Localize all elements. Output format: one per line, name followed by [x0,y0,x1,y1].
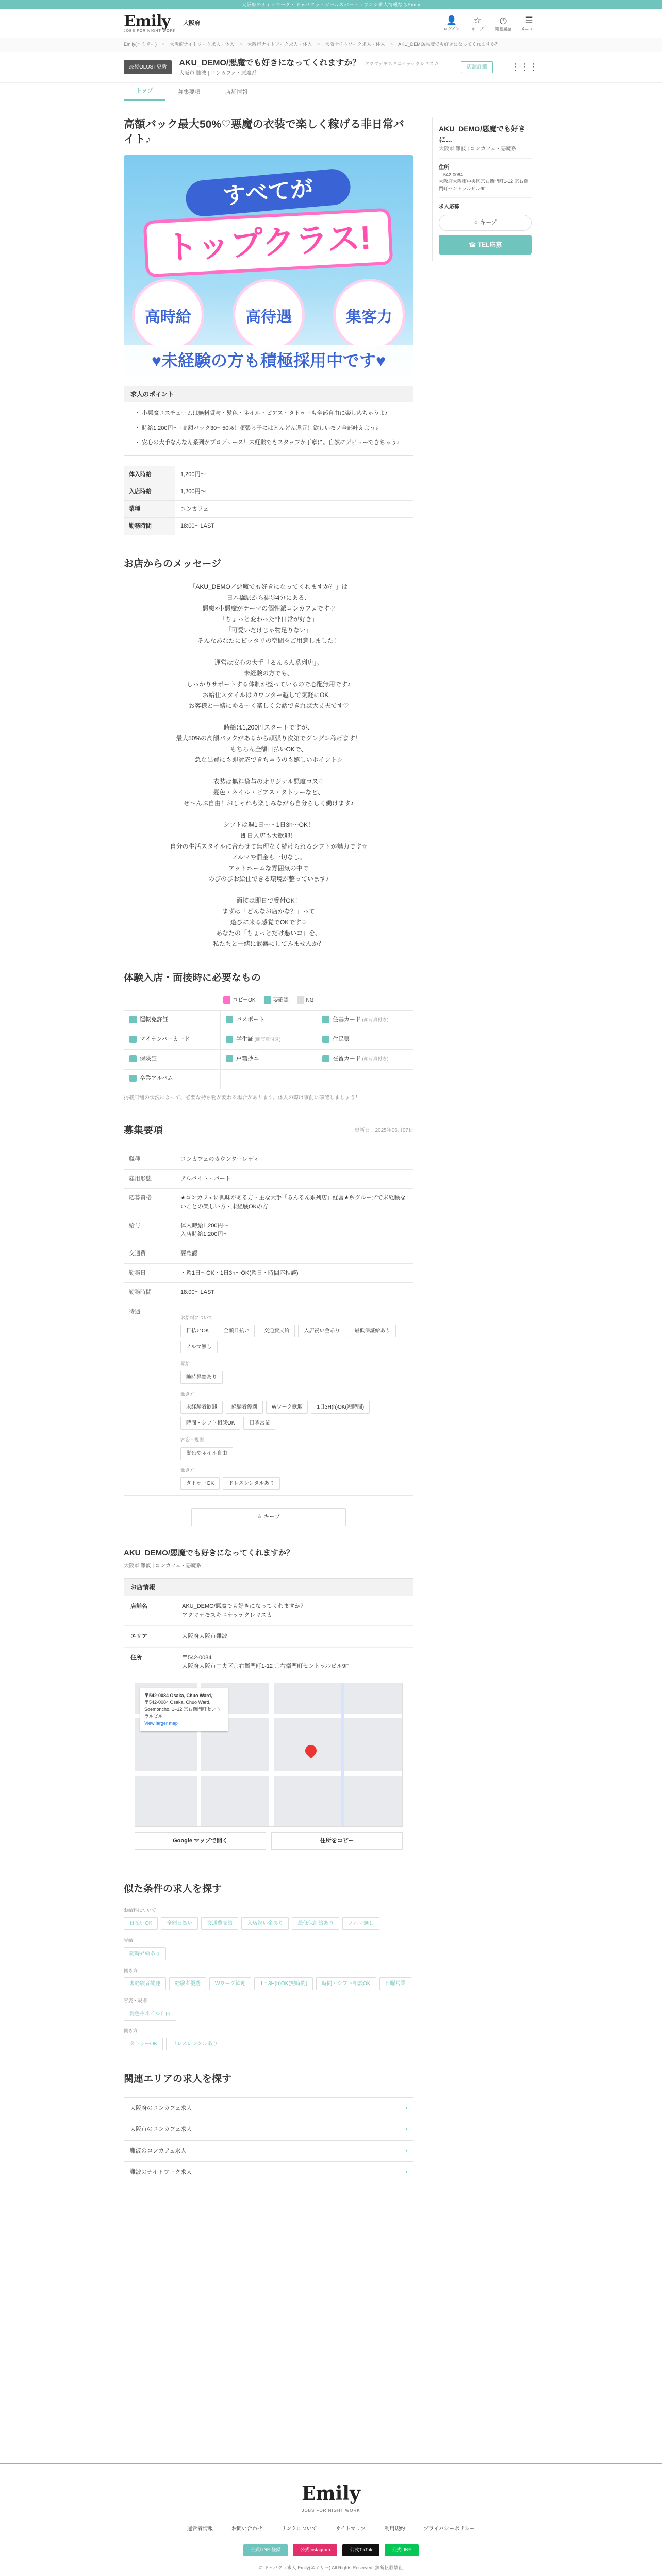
job-points-heading: 求人のポイント [124,386,413,402]
condition-tag[interactable]: 時間・シフト相談OK [316,1977,376,1990]
history-button[interactable] [494,15,512,32]
site-footer [0,2463,662,2571]
condition-tag[interactable]: 髪色やネイル自由 [180,1447,233,1460]
related-link[interactable] [124,2162,413,2183]
summary-value: 1,200円〜 [175,466,413,483]
related-label: 大阪府のコンカフェ求人 [130,2105,192,2111]
recruit-row [124,1150,413,1169]
google-map[interactable] [135,1683,403,1827]
tag-group [124,1917,413,1930]
related-heading: 関連エリアの求人を探す [124,2074,232,2085]
keep-button[interactable]: ☆ キープ [191,1508,346,1526]
related-link[interactable] [124,2141,413,2162]
related-link[interactable] [124,2098,413,2120]
tag-group-label: 働き方 [180,1467,195,1473]
requirements-legend [124,996,413,1004]
footer-link[interactable]: プライバシーポリシー [423,2526,475,2532]
similar-heading: 似た条件の求人を探す [124,1884,222,1895]
shopinfo-key: 店舗名 [124,1596,176,1626]
recruit-row [124,1216,413,1244]
condition-tag[interactable]: 時間・シフト相談OK [180,1417,240,1430]
recruit-row [124,1244,413,1264]
condition-tag[interactable]: 最低保証給あり [292,1917,339,1930]
site-header [0,9,662,38]
requirement-label: 住民票 [333,1036,350,1042]
shop-info-heading: お店情報 [124,1579,413,1596]
condition-tag[interactable]: 入店祝い金あり [298,1325,345,1337]
star-icon-label: キープ [471,26,484,31]
tag-group [180,1401,408,1430]
shopinfo-value: AKU_DEMO/悪魔でも好きになってくれますか？ アクマデモスキニナッテクレマスカ [176,1596,413,1626]
condition-tag[interactable]: 交通費支給 [201,1917,238,1930]
banner-main-text: トップクラス! [143,208,393,278]
sidebar-shop-sub: 大阪市 難波 | コンカフェ・悪魔系 [439,146,517,152]
recruit-key: 勤務時間 [124,1283,175,1302]
recruit-table [124,1150,413,1302]
check-icon [226,1036,233,1043]
star-icon: ☆ [473,15,482,25]
recruit-value: ★コンカフェに興味がある方・主な大手「るんるん系列店」経営★系グループで未経験ないことの楽しい方・未経験OKの方 [175,1189,413,1216]
sidebar-keep-button[interactable]: ☆ キープ [439,215,532,231]
related-label: 大阪市のコンカフェ求人 [130,2126,192,2133]
sidebar-tel-apply-button[interactable]: ☎ TEL応募 [439,235,532,255]
recruit-row [124,1189,413,1216]
message-heading: お店からのメッセージ [124,558,221,569]
requirement-note: (顔写真付き) [361,1016,389,1022]
shopinfo-value: 大阪府大阪市難波 [176,1626,413,1648]
tag-group [124,1977,413,1990]
tag-group-label: 働き方 [124,1968,138,1973]
condition-tag[interactable]: 随時昇給あり [180,1371,223,1384]
shopinfo-subtitle: 大阪市 難波 | コンカフェ・悪魔系 [124,1563,202,1569]
related-label: 難波のナイトワーク求人 [130,2169,192,2176]
user-icon-label: ログイン [443,26,460,31]
sidebar-address: 〒542-0084 大阪府大阪市中央区宗右衛門町1-12 宗右衛門町セントラルビル9F [439,172,528,191]
shop-info-box [124,1578,413,1860]
tab-0[interactable]: トップ [124,82,166,101]
requirement-label: 在留カード [333,1055,361,1062]
summary-value: コンカフェ [175,500,413,518]
condition-tag[interactable]: Wワーク歓迎 [266,1401,308,1414]
requirement-label: 住基カード [333,1016,361,1023]
star-icon: ☆ [473,219,481,226]
check-icon [322,1036,329,1043]
site-logo[interactable]: Emily JOBS FOR NIGHT WORK [124,12,176,33]
condition-tag[interactable]: 1日3H(h)OK(短時間) [311,1401,370,1414]
related-label: 難波のコンカフェ求人 [130,2147,187,2154]
recruit-value: 体入時給1,200円〜 入店時給1,200円〜 [175,1216,413,1244]
requirement-item [124,1011,221,1030]
shop-subtitle: 大阪市 難波 | コンカフェ・悪魔系 [179,70,257,76]
condition-tag[interactable]: 日曜営業 [379,1977,411,1990]
condition-tag[interactable]: 全額日払い [218,1325,255,1337]
requirement-label: 戸籍抄本 [236,1055,259,1062]
tag-group [180,1477,408,1490]
recruit-row [124,1283,413,1302]
condition-tag[interactable]: 交通費支給 [258,1325,295,1337]
requirement-item [124,1030,221,1050]
job-banner-image [124,155,413,377]
current-area[interactable]: 大阪府 [183,20,201,27]
requirement-item [317,1011,413,1030]
summary-key: 入店時給 [124,483,175,501]
shopinfo-row [124,1626,413,1648]
breadcrumb-item[interactable]: 大阪府ナイトワーク求人・体入 [170,42,235,47]
legend-ng: NG [297,996,314,1004]
banner-circle-1: 高時給 [132,279,204,351]
requirement-label: パスポート [236,1016,264,1023]
recruit-value: ・週1日〜OK・1日3h〜OK(週日・時間応相談) [175,1263,413,1283]
map-card: 〒542-0084 Osaka, Chuo Ward, 〒542-0084 Osaka, Chuo Ward, Soemoncho, 1−12 宗右衛門町セントラルビル View larger map [140,1688,228,1732]
condition-tag[interactable]: 未経験者歓迎 [124,1977,166,1990]
recruit-heading: 募集要項 [124,1125,163,1136]
condition-tag[interactable]: 随時昇給あり [124,1947,166,1960]
tag-group-label: 容姿・規則 [124,1998,147,2004]
condition-tag[interactable]: 全額日払い [161,1917,198,1930]
condition-tag[interactable]: ドレスレンタルあり [223,1477,280,1490]
tag-group [180,1371,408,1384]
requirements-grid [124,1010,413,1089]
shopinfo-row [124,1596,413,1626]
recruit-key: 交通費 [124,1244,175,1264]
tag-group-label: 昇給 [124,1938,134,1943]
check-icon [129,1036,137,1043]
history-icon-label: 閲覧履歴 [495,26,511,31]
summary-row [124,466,413,483]
condition-tag[interactable]: 最低保証給あり [349,1325,396,1337]
tag-group-label: 働き方 [180,1391,195,1397]
shopinfo-row [124,1647,413,1677]
top-announcement-bar: 大阪府のナイトワーク・キャバクラ・ガールズバー・ラウンジ求人情報ならEmily [0,0,662,9]
footer-link[interactable]: 運営者情報 [187,2526,213,2532]
breadcrumb-separator: > [239,42,242,47]
job-point-item: ・ 小悪魔コスチュームは無料貸与・髪色・ネイル・ピアス・タトゥーも全部自由に楽しめちゃうよ♪ [135,406,403,421]
banner-circle-3: 集客力 [333,279,405,351]
sidebar-address-label: 住所 [439,164,449,171]
check-icon [129,1055,137,1062]
tag-group [124,1947,413,1960]
tag-group [180,1447,408,1460]
requirement-label: 卒業アルバム [140,1075,173,1081]
shopinfo-value: 〒542-0084 大阪府大阪市中央区宗右衛門町1-12 宗右衛門町セントラルビル9F [176,1647,413,1677]
update-date: 更新日：2025年06月07日 [354,1128,413,1134]
main-content [124,117,413,2183]
tag-group-label: 容姿・規則 [180,1437,204,1443]
tag-group-label: お給料について [124,1907,156,1913]
breadcrumb-separator: > [390,42,393,47]
shopinfo-title: AKU_DEMO/悪魔でも好きになってくれますか？ [124,1548,294,1557]
chevron-right-icon: › [405,2105,407,2111]
summary-key: 体入時給 [124,466,175,483]
breadcrumb [0,38,662,52]
chevron-right-icon: › [405,2147,407,2154]
recruit-key: 勤務日 [124,1263,175,1283]
sns-button[interactable]: 公式LINE [385,2544,419,2556]
tab-1[interactable]: 募集要項 [177,89,201,95]
summary-value: 18:00〜LAST [175,518,413,535]
summary-table [124,466,413,535]
footer-link[interactable]: 利用規約 [384,2526,405,2532]
recruit-key: 雇用形態 [124,1169,175,1189]
tab-2[interactable]: 店舗情報 [225,89,248,95]
summary-key: 勤務時間 [124,518,175,535]
menu-icon-label: メニュー [521,26,537,31]
recruit-value: 要確認 [175,1244,413,1264]
open-google-maps-button[interactable]: Google マップで開く [135,1832,266,1850]
recruit-row [124,1169,413,1189]
banner-top-text: すべてが [185,167,352,218]
tag-group [124,2008,413,2021]
condition-tag[interactable]: 日曜営業 [243,1417,275,1430]
job-points [124,386,413,456]
grid-menu-icon[interactable]: ⋮⋮⋮ [510,61,538,72]
similar-tags [124,1907,413,2051]
condition-tag[interactable]: ドレスレンタルあり [166,2038,223,2050]
requirement-item [317,1050,413,1070]
check-icon [226,1016,233,1023]
recruit-value: アルバイト・パート [175,1169,413,1189]
requirement-item [124,1050,221,1070]
sidebar-shop-name: AKU_DEMO/悪魔でも好きに... [439,124,526,144]
summary-row [124,500,413,518]
tag-group [124,2038,413,2050]
shop-header [0,52,662,83]
requirement-item [317,1030,413,1050]
condition-tag[interactable]: タトゥーOK [180,1477,220,1490]
legend-ok: コピーOK [223,996,255,1004]
requirement-label: 学生証 [236,1036,253,1042]
tag-group-label: お給料について [180,1315,213,1320]
star-button[interactable] [468,15,487,32]
copyright: © キャバクラ求人 Emily(エミリー) All Rights Reserved. 無断転載禁止 [259,2565,403,2570]
requirement-item [124,1070,221,1089]
requirement-item [221,1050,317,1070]
copy-address-button[interactable]: 住所をコピー [271,1832,403,1850]
condition-tag[interactable]: ノルマ無し [180,1341,218,1353]
job-point-item: ・ 時給1,200円〜+高額バック30〜50%！頑張る子にはどんどん還元！欲しいモノ全部叶えよう♪ [135,421,403,436]
condition-tag[interactable]: 髪色やネイル自由 [124,2008,176,2021]
requirement-label: 保険証 [140,1055,157,1062]
check-icon [322,1016,329,1023]
menu-icon: ☰ [525,15,533,25]
shopinfo-key: エリア [124,1626,176,1648]
condition-tag[interactable]: 日払いOK [180,1325,214,1337]
check-icon [226,1055,233,1062]
shop-reading: アクマデモスキニナッテクレマスカ [365,61,439,66]
condition-tag[interactable]: Wワーク歓迎 [209,1977,251,1990]
breadcrumb-item[interactable]: 大阪市ナイトワーク求人・体入 [247,42,312,47]
map-pin-icon [303,1742,319,1758]
summary-row [124,518,413,535]
condition-tag[interactable]: 未経験者歓迎 [180,1401,223,1414]
related-link[interactable] [124,2119,413,2141]
breadcrumb-separator: > [317,42,320,47]
recruit-value: 18:00〜LAST [175,1283,413,1302]
breadcrumb-separator: > [162,42,165,47]
banner-bottom-text: ♥未経験の方も積極採用中です♥ [124,345,413,377]
condition-tag[interactable]: 日払いOK [124,1917,158,1930]
breadcrumb-item[interactable]: AKU_DEMO/悪魔でも好きになってくれますか？ [398,42,500,47]
sns-button[interactable]: 公式TikTok [342,2544,379,2556]
shop-detail-button[interactable]: 店舗詳細 [461,61,493,73]
footer-link[interactable]: サイトマップ [335,2526,366,2532]
sidebar-card [432,117,538,261]
requirement-label: 運転免許証 [140,1016,168,1023]
user-icon: 👤 [446,15,457,25]
requirement-empty [221,1070,317,1089]
condition-tag[interactable]: 経験者優遇 [169,1977,206,1990]
breadcrumb-item[interactable]: 大阪ナイトワーク求人・体入 [325,42,385,47]
condition-tag[interactable]: 入店祝い金あり [241,1917,289,1930]
phone-icon: ☎ [468,241,478,248]
check-icon [322,1055,329,1062]
recruit-key: 職種 [124,1150,175,1169]
job-point-item: ・ 安心の大手なんなん系列がプロデュース！未経験でもスタッフが丁寧に。自然にデビューできちゃう♪ [135,435,403,450]
tag-group-label: 働き方 [124,2028,138,2033]
sns-button[interactable]: 公式Instagram [293,2544,337,2556]
legend-check: 要確認 [264,996,289,1004]
recruit-key: 給与 [124,1216,175,1244]
summary-value: 1,200円〜 [175,483,413,501]
requirements-heading: 体験入店・面接時に必要なもの [124,973,261,984]
breadcrumb-item[interactable]: Emily(エミリー) [124,42,157,47]
shop-tabs [0,83,662,101]
requirement-empty [317,1070,413,1089]
requirement-item [221,1030,317,1050]
requirement-item [221,1011,317,1030]
check-icon [129,1075,137,1082]
footer-link[interactable]: お問い合わせ [231,2526,262,2532]
shop-name: AKU_DEMO/悪魔でも好きになってくれますか？ アクマデモスキニナッテクレマスカ [179,58,439,67]
treat-tags [175,1302,413,1496]
summary-key: 業種 [124,500,175,518]
footer-logo[interactable]: Emily JOBS FOR NIGHT WORK [302,2483,360,2513]
condition-tag[interactable]: タトゥーOK [124,2038,163,2050]
chevron-right-icon: › [405,2126,407,2133]
user-button[interactable] [442,15,461,32]
sidebar-apply-label: 求人応募 [439,204,459,210]
requirement-label: マイナンバーカード [140,1036,190,1042]
recruit-key: 応募資格 [124,1189,175,1216]
sns-button[interactable]: 公式LINE 登録 [243,2544,288,2556]
treat-label: 待遇 [124,1302,175,1496]
related-list [124,2097,413,2183]
condition-tag[interactable]: 経験者優遇 [226,1401,263,1414]
requirements-note: 掲載店舗の状況によって、必要な持ち物が変わる場合があります。体入の際は事前に確認しましょう！ [124,1095,360,1101]
summary-row [124,483,413,501]
check-icon [129,1016,137,1023]
update-badge: 最後OLUST更新 [124,60,172,74]
shopinfo-key: 住所 [124,1647,176,1677]
tag-group-label: 昇給 [180,1361,190,1367]
job-title: 高額バック最大50%♡悪魔の衣装で楽しく稼げる非日常バイト♪ [124,118,404,145]
chevron-right-icon: › [405,2169,407,2176]
history-icon: ◷ [499,15,507,25]
shop-message: 「AKU_DEMO／悪魔でも好きになってくれますか？」は 日本橋駅から徒歩4分にある、 悪魔×小悪魔がテーマの個性派コンカフェです♡ 「ちょっと変わった非日常が好き」 「可愛いだけじゃ物足りない」 そんなあなたにピッタリの空間をご用意しました！ 運営は安心の大手「るんるん系列店」。 未経験の方でも、 しっかりサポートする体制が整っているので心配無用です♪ お給仕スタイルはカウンター越しで気軽にOK。 お客様と一緒にゆる〜く楽しく会話できれば大丈夫です♡ 時給は1,200円スタートですが、 最大50%の高額バックがあるから頑張り次第でグングン稼げます！ もちろん全額日払いOKで、 急な出費にも即対応できちゃうのも嬉しいポイント☆ 衣装は無料貸与のオリジナル悪魔コス♡ 髪色・ネイル・ピアス・タトゥーなど、 ぜ〜んぶ自由！おしゃれも楽しみながら自分らしく働けます♪ シフトは週1日〜・1日3h〜OK！ 即日入店も大歓迎！ 自分の生活スタイルに合わせて無理なく続けられるシフトが魅力です☆ ノルマや罰金も一切なし。 アットホームな雰囲気の中で のびのびお給仕できる環境が整っています♪ 面接は即日で受付OK！ まずは「どんなお店かな？」って 遊びに来る感覚でOKです♡ あなたの「ちょっとだけ悪いコ」を、 私たちと一緒に武器にしてみませんか？ [170,583,368,948]
requirement-note: (顔写真付き) [361,1056,389,1061]
menu-button[interactable] [520,15,538,32]
requirement-note: (顔写真付き) [253,1036,281,1042]
tag-group [180,1325,408,1353]
condition-tag[interactable]: ノルマ無し [342,1917,379,1930]
sidebar [432,117,538,2183]
footer-link[interactable]: リンクについて [280,2526,317,2532]
banner-circle-2: 高待遇 [233,279,305,351]
map-larger-link[interactable]: View larger map [144,1720,178,1726]
recruit-row [124,1263,413,1283]
recruit-value: コンカフェのカウンターレディ [175,1150,413,1169]
header-icons [442,15,538,32]
condition-tag[interactable]: 1日3H(h)OK(短時間) [254,1977,313,1990]
